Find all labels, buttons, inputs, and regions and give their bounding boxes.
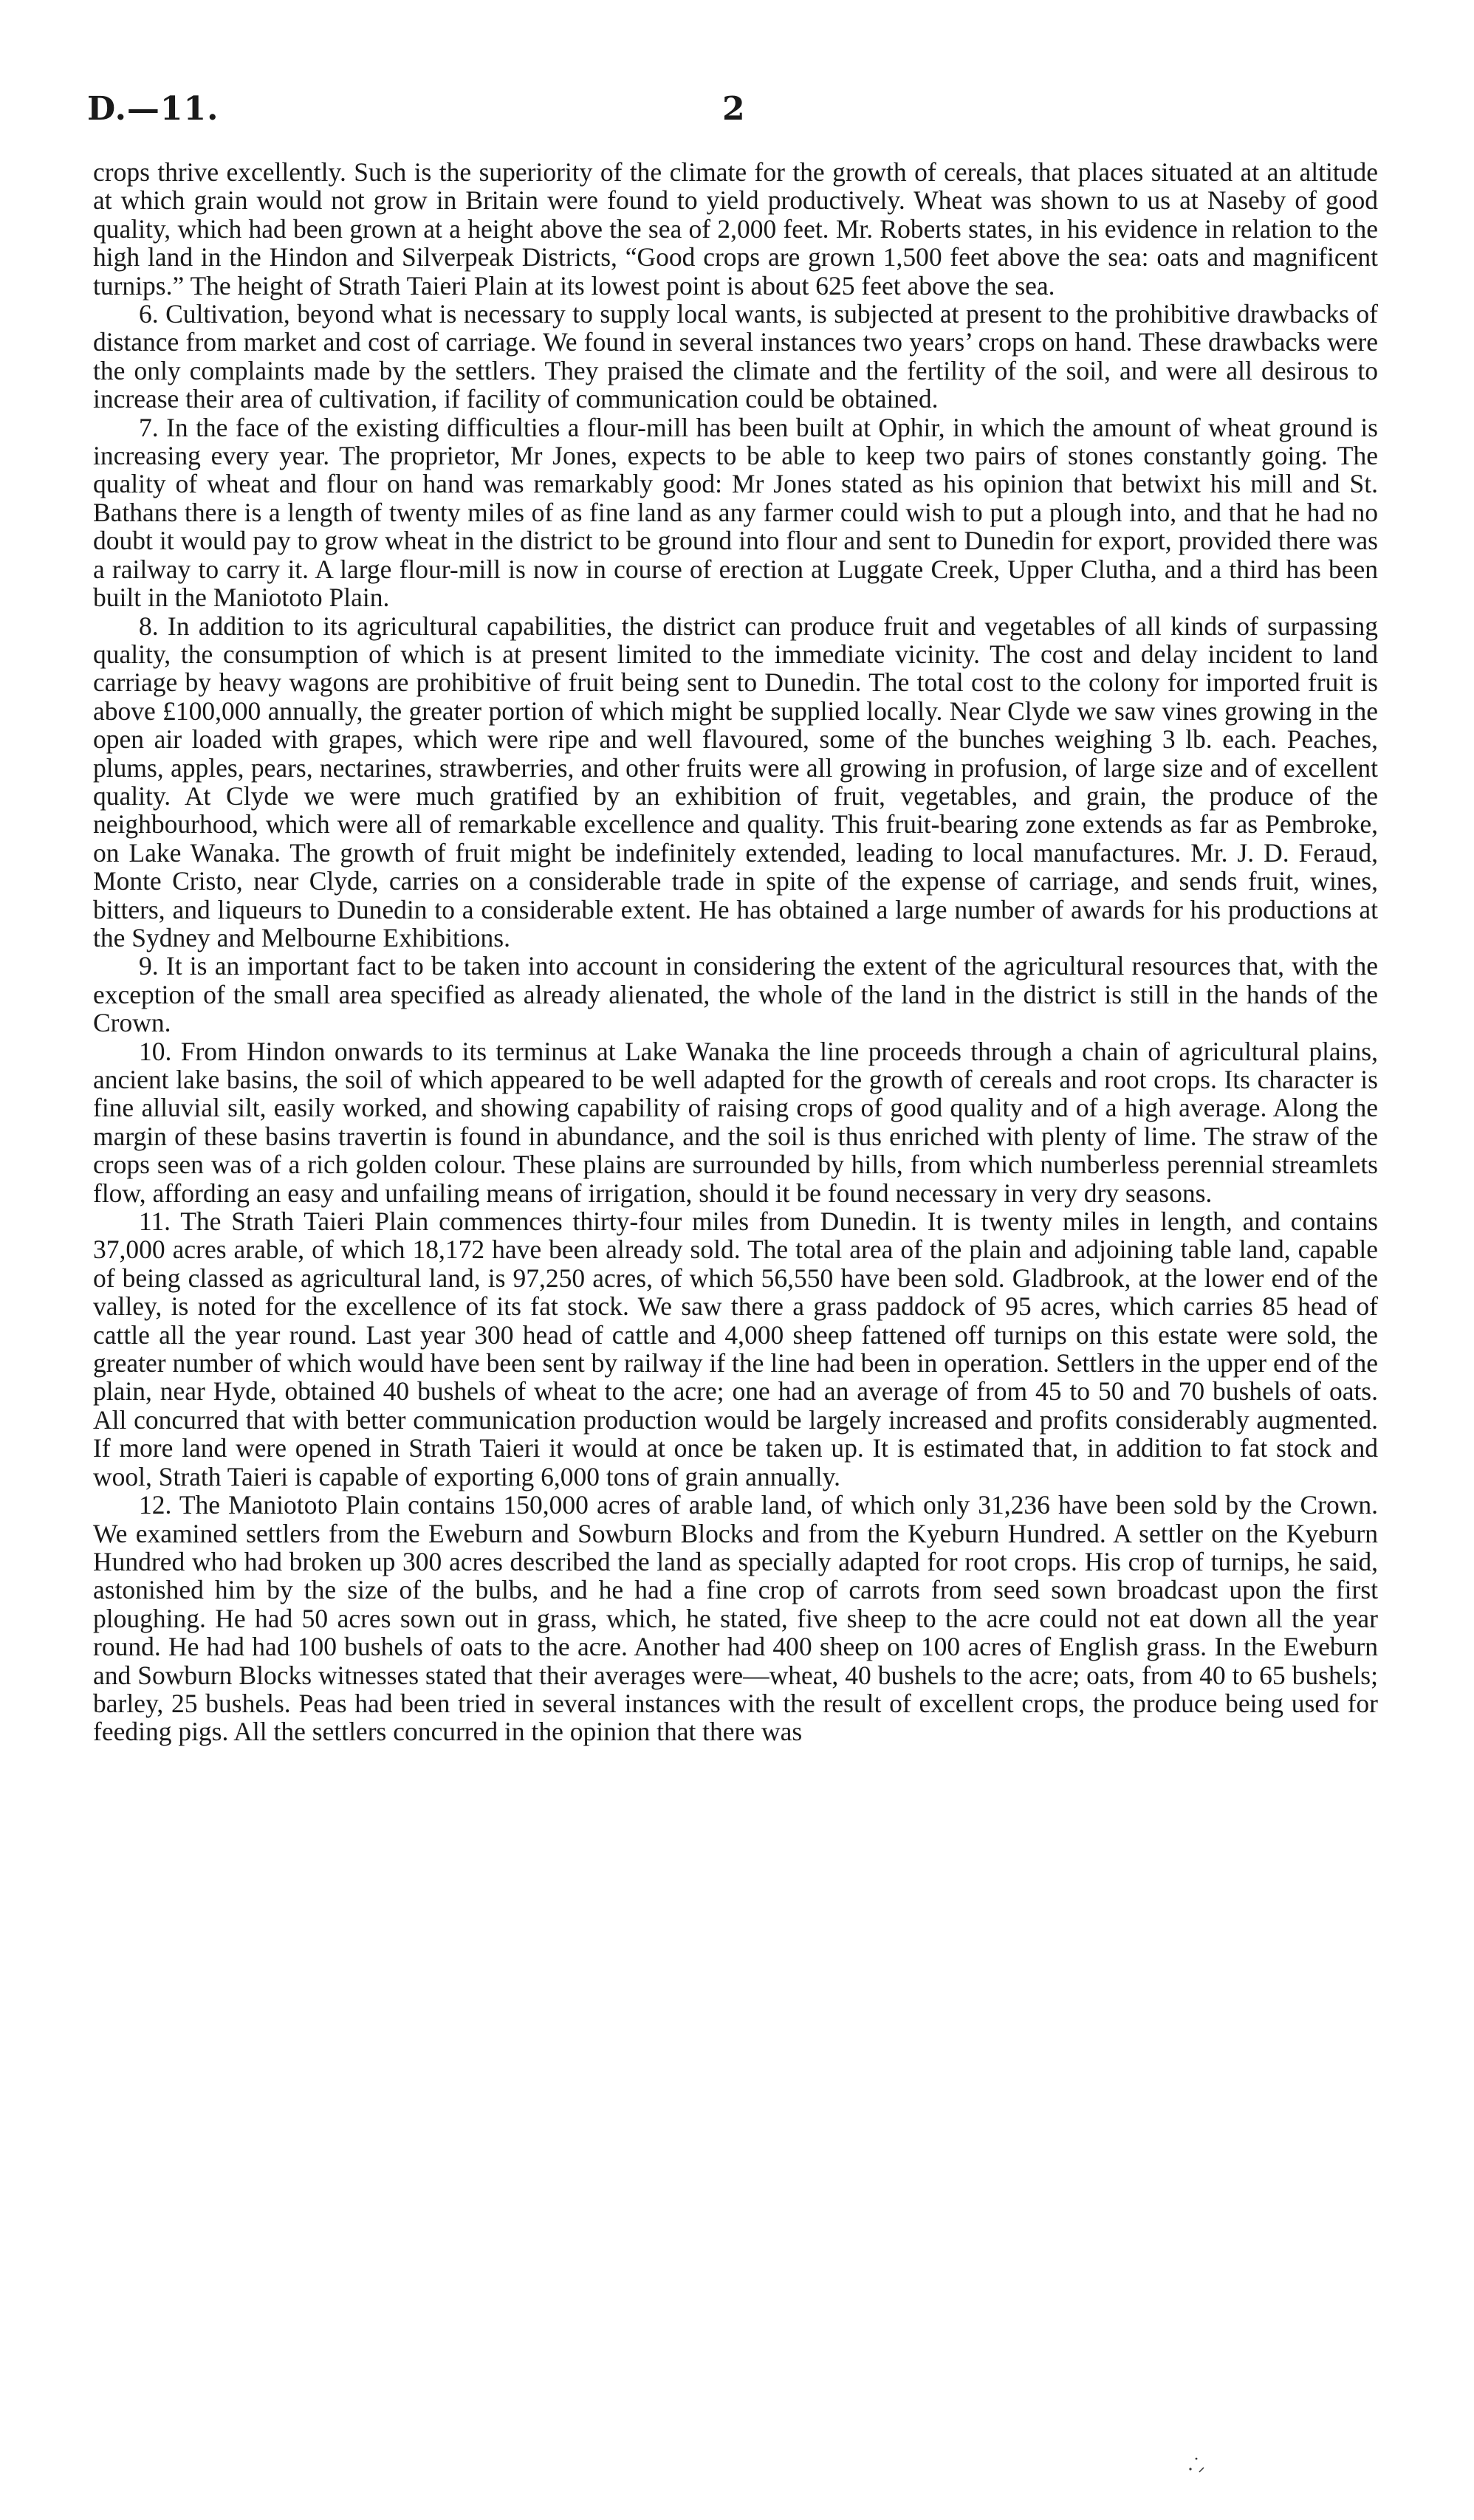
paragraph-8: 8. In addition to its agricultural capabilities, the district can produce fruit and vegetables of all kinds of surpassing quality, the consumption of which is at present limited to the immediate vicinity. The cost and delay incident to land carriage by heavy wagons are prohibitive of fruit being sent to Dunedin. The total cost to the colony for imported fruit is above £100,000 annually, the greater portion of which might be supplied locally. Near Clyde we saw vines growing in the open air loaded with grapes, which were ripe and well flavoured, some of the bunches weighing 3 lb. each. Peaches, plums, apples, pears, nectarines, strawberries, and other fruits were all growing in profusion, of large size and of excellent quality. At Clyde we were much gratified by an exhibition of fruit, vegetables, and grain, the produce of the neighbourhood, which were all of remarkable excellence and quality. This fruit-bearing zone extends as far as Pembroke, on Lake Wanaka. The growth of fruit might be indefinitely extended, leading to local manufactures. Mr. J. D. Feraud, Monte Cristo, near Clyde, carries on a considerable trade in spite of the expense of carriage, and sends fruit, wines, bitters, and liqueurs to Dunedin to a considerable extent. He has obtained a large number of awards for his productions at the Sydney and Melbourne Exhibitions. bbox=[93, 611, 1378, 952]
paragraph-continuation: crops thrive excellently. Such is the superiority of the climate for the growth of cereals, that places situated at an altitude at which grain would not grow in Britain were found to yield productively. Wheat was shown to us at Naseby of good quality, which had been grown at a height above the sea of 2,000 feet. Mr. Roberts states, in his evidence in relation to the high land in the Hindon and Silverpeak Districts, “Good crops are grown 1,500 feet above the sea: oats and magnificent turnips.” The height of Strath Taieri Plain at its lowest point is about 625 feet above the sea. bbox=[93, 157, 1378, 301]
paragraph-9: 9. It is an important fact to be taken into account in considering the extent of the agricultural resources that, with the exception of the small area specified as already alienated, the whole of the land in the district is still in the hands of the Crown. bbox=[93, 951, 1378, 1038]
page-number: 2 bbox=[722, 90, 745, 128]
print-mark-icon bbox=[1186, 2450, 1208, 2475]
paragraph-7: 7. In the face of the existing difficulties a flour-mill has been built at Ophir, in which the amount of wheat ground is increasing every year. The proprietor, Mr Jones, expects to be able to keep two pairs of stones constantly going. The quality of wheat and flour on hand was remarkably good: Mr Jones stated as his opinion that betwixt his mill and St. Bathans there is a length of twenty miles of as fine land as any farmer could wish to put a plough into, and that he had no doubt it would pay to grow wheat in the district to be ground into flour and sent to Dunedin for export, provided there was a railway to carry it. A large flour-mill is now in course of erection at Luggate Creek, Upper Clutha, and a third has been built in the Maniototo Plain. bbox=[93, 412, 1378, 613]
body-text bbox=[93, 158, 1378, 1746]
page-header bbox=[87, 87, 1387, 131]
paragraph-6: 6. Cultivation, beyond what is necessary to supply local wants, is subjected at present to the prohibitive drawbacks of distance from market and cost of carriage. We found in several instances two years’ crops on hand. These drawbacks were the only complaints made by the settlers. They praised the climate and the fertility of the soil, and were all desirous to increase their area of cultivation, if facility of communication could be obtained. bbox=[93, 299, 1378, 414]
paragraph-10: 10. From Hindon onwards to its terminus at Lake Wanaka the line proceeds through a chain of agricultural plains, ancient lake basins, the soil of which appeared to be well adapted for the growth of cereals and root crops. Its character is fine alluvial silt, easily worked, and showing capability of raising crops of good quality and of a high average. Along the margin of these basins travertin is found in abundance, and the soil is thus enriched with plenty of lime. The straw of the crops seen was of a rich golden colour. These plains are surrounded by hills, from which numberless perennial streamlets flow, affording an easy and unfailing means of irrigation, should it be found necessary in very dry seasons. bbox=[93, 1036, 1378, 1208]
paragraph-11: 11. The Strath Taieri Plain commences thirty-four miles from Dunedin. It is twenty miles in length, and contains 37,000 acres arable, of which 18,172 have been already sold. The total area of the plain and adjoining table land, capable of being classed as agricultural land, is 97,250 acres, of which 56,550 have been sold. Gladbrook, at the lower end of the valley, is noted for the excellence of its fat stock. We saw there a grass paddock of 95 acres, which carries 85 head of cattle all the year round. Last year 300 head of cattle and 4,000 sheep fattened off turnips on this estate were sold, the greater number of which would have been sent by railway if the line had been in operation. Settlers in the upper end of the plain, near Hyde, obtained 40 bushels of wheat to the acre; one had an average of from 45 to 50 and 70 bushels of oats. All concurred that with better communication production would be largely increased and profits considerably augmented. If more land were opened in Strath Taieri it would at once be taken up. It is estimated that, in addition to fat stock and wool, Strath Taieri is capable of exporting 6,000 tons of grain annually. bbox=[93, 1206, 1378, 1491]
paragraph-12: 12. The Maniototo Plain contains 150,000 acres of arable land, of which only 31,236 have been sold by the Crown. We examined settlers from the Eweburn and Sowburn Blocks and from the Kyeburn Hundred. A settler on the Kyeburn Hundred who had broken up 300 acres described the land as specially adapted for root crops. His crop of turnips, he said, astonished him by the size of the bulbs, and he had a fine crop of carrots from seed sown broadcast upon the first ploughing. He had 50 acres sown out in grass, which, he stated, five sheep to the acre could not eat down all the year round. He had had 100 bushels of oats to the acre. Another had 400 sheep on 100 acres of English grass. In the Eweburn and Sowburn Blocks witnesses stated that their averages were—wheat, 40 bushels to the acre; oats, from 40 to 65 bushels; barley, 25 bushels. Peas had been tried in several instances with the result of excellent crops, the produce being used for feeding pigs. All the settlers concurred in the opinion that there was bbox=[93, 1490, 1378, 1747]
document-reference: D.—11. bbox=[87, 90, 219, 128]
